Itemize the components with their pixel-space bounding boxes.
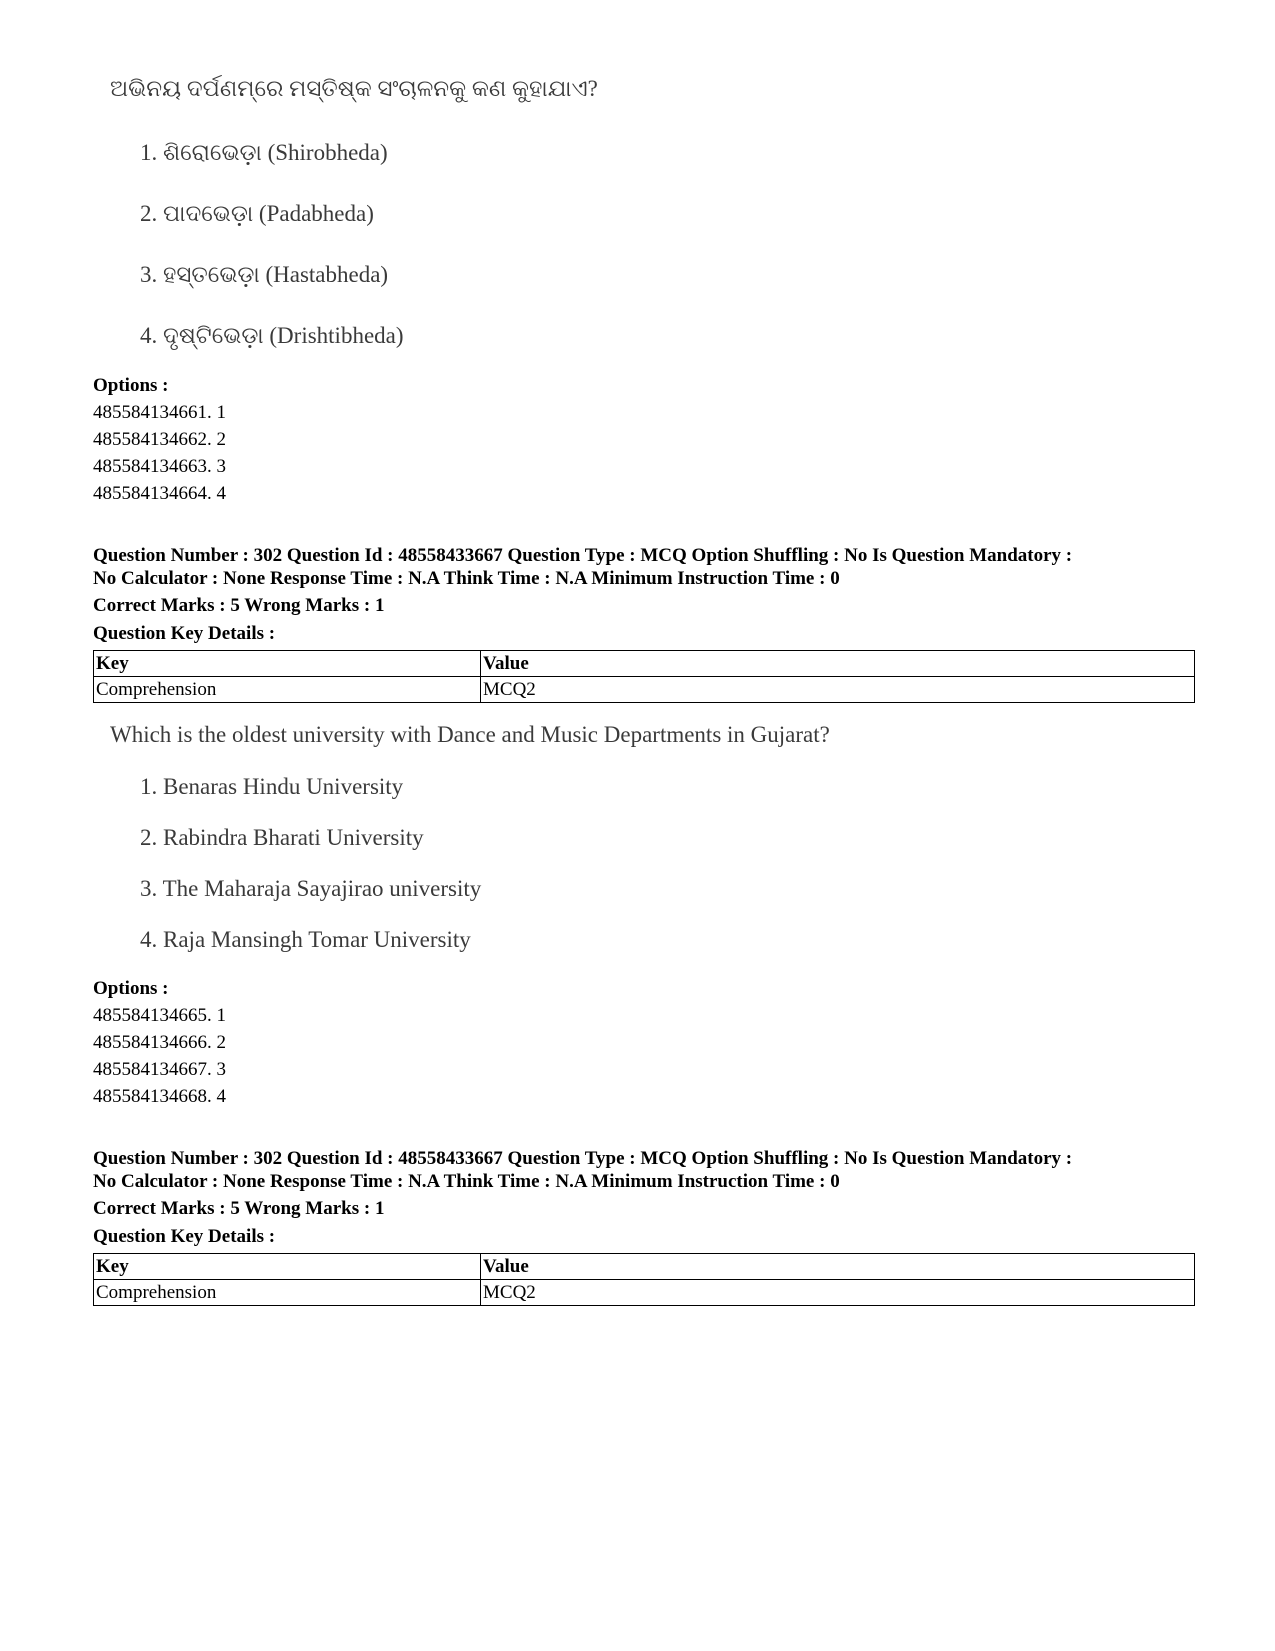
key-details-label: Question Key Details : bbox=[93, 1226, 276, 1247]
question-text: Which is the oldest university with Dance and Music Departments in Gujarat? bbox=[110, 722, 830, 747]
key-details-table bbox=[93, 650, 1195, 703]
question-header bbox=[93, 1147, 1203, 1193]
key-details-label: Question Key Details : bbox=[93, 623, 276, 644]
options-list-2 bbox=[93, 975, 1193, 1110]
question-header bbox=[93, 544, 1203, 590]
table-cell-value: MCQ2 bbox=[481, 1280, 1195, 1306]
table-header-key: Key bbox=[94, 1254, 481, 1280]
option-id: 485584134667. 3 bbox=[93, 1059, 226, 1080]
table-header-row bbox=[94, 651, 1195, 677]
table-cell-value: MCQ2 bbox=[481, 677, 1195, 703]
option-id: 485584134666. 2 bbox=[93, 1032, 226, 1053]
choice-2: 2. ପାଦଭେଡ଼ା (Padabheda) bbox=[140, 201, 374, 226]
option-id: 485584134668. 4 bbox=[93, 1086, 226, 1107]
option-id: 485584134664. 4 bbox=[93, 483, 226, 504]
question-text: ଅଭିନୟ ଦର୍ପଣମ୍‌ରେ ମସ୍ତିଷ୍କ ସଂଚାଳନକୁ କଣ କୁହାଯାଏ? bbox=[110, 76, 598, 101]
choice-4: 4. ଦୃଷ୍ଟିଭେଡ଼ା (Drishtibheda) bbox=[140, 323, 404, 348]
table-row bbox=[94, 1280, 1195, 1306]
question-header-line: Question Number : 302 Question Id : 48558433667 Question Type : MCQ Option Shuffling : No Is Question Mandatory : bbox=[93, 1148, 1073, 1169]
question-header-line: No Calculator : None Response Time : N.A Think Time : N.A Minimum Instruction Time : 0 bbox=[93, 1171, 840, 1192]
table-row bbox=[94, 677, 1195, 703]
question-header-line: No Calculator : None Response Time : N.A Think Time : N.A Minimum Instruction Time : 0 bbox=[93, 568, 840, 589]
table-header-row bbox=[94, 1254, 1195, 1280]
marks-line: Correct Marks : 5 Wrong Marks : 1 bbox=[93, 595, 385, 616]
marks-line: Correct Marks : 5 Wrong Marks : 1 bbox=[93, 1198, 385, 1219]
option-id: 485584134662. 2 bbox=[93, 429, 226, 450]
options-label: Options : bbox=[93, 375, 169, 396]
choice-1: 1. Benaras Hindu University bbox=[140, 774, 404, 799]
table-header-value: Value bbox=[481, 651, 1195, 677]
choice-4: 4. Raja Mansingh Tomar University bbox=[140, 927, 471, 952]
table-cell-key: Comprehension bbox=[94, 1280, 481, 1306]
choice-3: 3. The Maharaja Sayajirao university bbox=[140, 876, 482, 901]
question-image-2 bbox=[110, 722, 830, 952]
table-cell-key: Comprehension bbox=[94, 677, 481, 703]
option-id: 485584134663. 3 bbox=[93, 456, 226, 477]
table-header-value: Value bbox=[481, 1254, 1195, 1280]
question-image-1 bbox=[110, 76, 598, 348]
key-details-table bbox=[93, 1253, 1195, 1306]
choice-1: 1. ଶିରୋଭେଡ଼ା (Shirobheda) bbox=[140, 140, 388, 165]
option-id: 485584134661. 1 bbox=[93, 402, 226, 423]
choice-2: 2. Rabindra Bharati University bbox=[140, 825, 424, 850]
choice-3: 3. ହସ୍ତଭେଡ଼ା (Hastabheda) bbox=[140, 262, 389, 287]
table-header-key: Key bbox=[94, 651, 481, 677]
options-list-1 bbox=[93, 372, 1193, 507]
options-label: Options : bbox=[93, 978, 169, 999]
option-id: 485584134665. 1 bbox=[93, 1005, 226, 1026]
question-header-line: Question Number : 302 Question Id : 48558433667 Question Type : MCQ Option Shuffling : No Is Question Mandatory : bbox=[93, 545, 1073, 566]
